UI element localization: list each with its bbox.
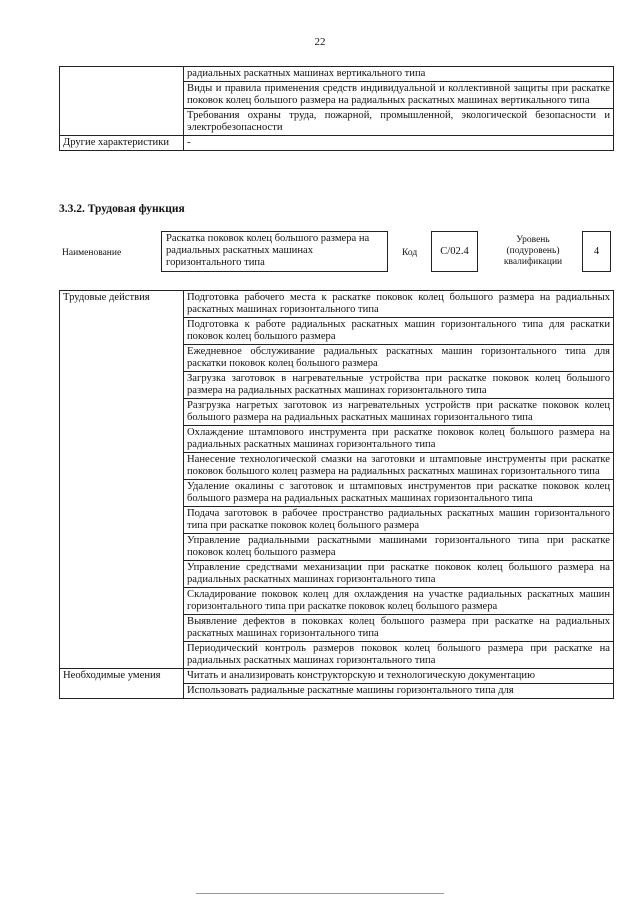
labor-action-cell: Ежедневное обслуживание радиальных раскатных машин горизонтального типа для раскатки поковок колец большого размера (184, 345, 614, 372)
labor-action-cell: Нанесение технологической смазки на заготовки и штамповые инструменты при раскатке поковок большого колец размера на радиальных раскатных машинах горизонтального типа (184, 453, 614, 480)
other-characteristics-label: Другие характеристики (60, 136, 184, 151)
table-row (60, 291, 614, 318)
skill-cell: Использовать радиальные раскатные машины горизонтального типа для (184, 684, 614, 699)
labor-action-cell: Периодический контроль размеров поковок колец большого размера при раскатке на радиальных раскатных машинах горизонтального типа (184, 642, 614, 669)
function-header (59, 228, 619, 278)
table-row (60, 669, 614, 684)
skill-cell: Читать и анализировать конструкторскую и технологическую документацию (184, 669, 614, 684)
labor-action-cell: Подготовка к работе радиальных раскатных машин горизонтального типа для раскатки поковок колец большого размера (184, 318, 614, 345)
labor-action-cell: Подготовка рабочего места к раскатке поковок колец большого размера на радиальных раскатных машинах горизонтального типа (184, 291, 614, 318)
labor-action-cell: Управление радиальными раскатными машинами горизонтального типа при раскатке поковок колец большого размера (184, 534, 614, 561)
labor-actions-table (59, 290, 614, 699)
section-heading: 3.3.2. Трудовая функция (59, 203, 185, 215)
function-name-box: Раскатка поковок колец большого размера на радиальных раскатных машинах горизонтального типа (161, 231, 388, 272)
knowledge-cell: Требования охраны труда, пожарной, промышленной, экологической безопасности и электробезопасности (184, 109, 614, 136)
top-continuation-table (59, 66, 614, 151)
name-label: Наименование (62, 248, 122, 258)
level-label: Уровень (подуровень) квалификации (503, 235, 563, 267)
labor-actions-label: Трудовые действия (60, 291, 184, 669)
page-divider (196, 893, 444, 894)
skills-label: Необходимые умения (60, 669, 184, 699)
table-row (60, 136, 614, 151)
labor-action-cell: Складирование поковок колец для охлаждения на участке радиальных раскатных машин горизонтального типа при раскатке поковок колец большого размера (184, 588, 614, 615)
row-label (60, 67, 184, 136)
code-label: Код (402, 248, 418, 258)
labor-action-cell: Удаление окалины с заготовок и штамповых инструментов при раскатке поковок колец большого размера на радиальных раскатных машинах горизонтального типа (184, 480, 614, 507)
table-row (60, 67, 614, 82)
other-characteristics-value: - (184, 136, 614, 151)
page-number: 22 (314, 36, 326, 48)
level-value-box: 4 (582, 231, 611, 272)
knowledge-cell: Виды и правила применения средств индивидуальной и коллективной защиты при раскатке поковок колец большого размера на радиальных раскатных машинах вертикального типа (184, 82, 614, 109)
labor-action-cell: Подача заготовок в рабочее пространство радиальных раскатных машин горизонтального типа при раскатке поковок колец большого размера (184, 507, 614, 534)
labor-action-cell: Охлаждение штампового инструмента при раскатке поковок колец большого размера на радиальных раскатных машинах горизонтального типа (184, 426, 614, 453)
labor-action-cell: Разгрузка нагретых заготовок из нагревательных устройств при раскатке поковок колец большого размера на радиальных раскатных машинах горизонтального типа (184, 399, 614, 426)
labor-action-cell: Управление средствами механизации при раскатке поковок колец большого размера на радиальных раскатных машинах горизонтального типа (184, 561, 614, 588)
knowledge-cell: радиальных раскатных машинах вертикального типа (184, 67, 614, 82)
labor-action-cell: Выявление дефектов в поковках колец большого размера при раскатке на радиальных раскатных машинах горизонтального типа (184, 615, 614, 642)
function-code-box: C/02.4 (431, 231, 478, 272)
labor-action-cell: Загрузка заготовок в нагревательные устройства при раскатке поковок колец большого размера на радиальных раскатных машинах горизонтального типа (184, 372, 614, 399)
